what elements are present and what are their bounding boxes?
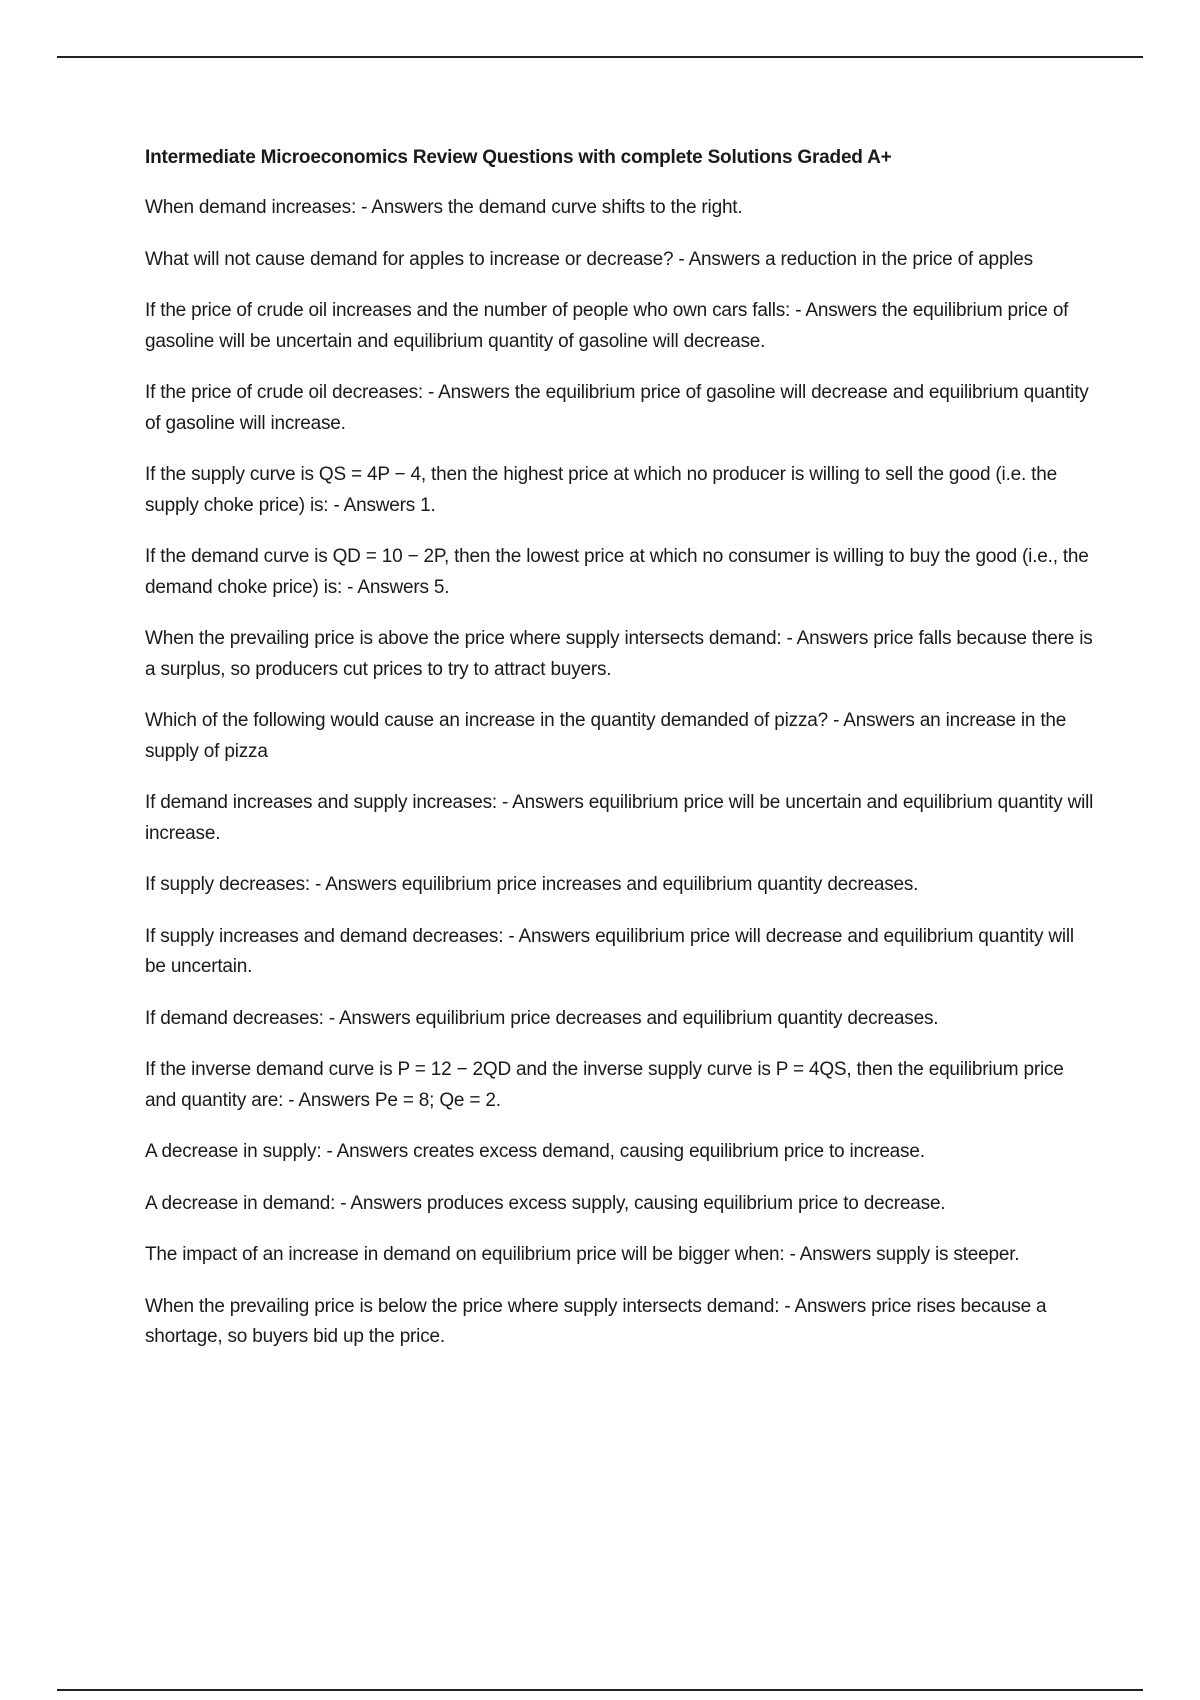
qa-item: If the demand curve is QD = 10 − 2P, then the lowest price at which no consumer is willing to buy the good (i.e., the demand choke price) is: - Answers 5. xyxy=(145,546,1089,598)
qa-item: When the prevailing price is below the price where supply intersects demand: - Answers price rises because a shortage, so buyers bid up the price. xyxy=(145,1295,1047,1347)
qa-item: When demand increases: - Answers the demand curve shifts to the right. xyxy=(145,197,743,218)
qa-item: A decrease in demand: - Answers produces excess supply, causing equilibrium price to decrease. xyxy=(145,1192,946,1214)
document-title: Intermediate Microeconomics Review Questions with complete Solutions Graded A+ xyxy=(145,147,892,168)
qa-item: If demand decreases: - Answers equilibrium price decreases and equilibrium quantity decreases. xyxy=(145,1007,939,1029)
bottom-rule xyxy=(57,1689,1143,1691)
qa-item: If supply increases and demand decreases: - Answers equilibrium price will decrease and equilibrium quantity will be uncertain. xyxy=(145,925,1074,977)
qa-item: If supply decreases: - Answers equilibrium price increases and equilibrium quantity decreases. xyxy=(145,874,919,895)
top-rule xyxy=(57,56,1143,58)
qa-item: When the prevailing price is above the price where supply intersects demand: - Answers price falls because there is a surplus, so producers cut prices to try to attract buyers. xyxy=(145,628,1093,680)
qa-item: A decrease in supply: - Answers creates excess demand, causing equilibrium price to increase. xyxy=(145,1141,925,1162)
qa-item: What will not cause demand for apples to increase or decrease? - Answers a reduction in the price of apples xyxy=(145,248,1033,270)
qa-item: If the supply curve is QS = 4P − 4, then the highest price at which no producer is willing to sell the good (i.e. the supply choke price) is: - Answers 1. xyxy=(145,464,1057,516)
qa-item: If the price of crude oil increases and the number of people who own cars falls: - Answers the equilibrium price of gasoline will be uncertain and equilibrium quantity of gasoline will decrease. xyxy=(145,300,1069,352)
qa-item: If the price of crude oil decreases: - Answers the equilibrium price of gasoline will decrease and equilibrium quantity of gasoline will increase. xyxy=(145,382,1089,434)
qa-item: If the inverse demand curve is P = 12 − 2QD and the inverse supply curve is P = 4QS, then the equilibrium price and quantity are: - Answers Pe = 8; Qe = 2. xyxy=(145,1059,1064,1111)
qa-item: If demand increases and supply increases: - Answers equilibrium price will be uncertain and equilibrium quantity will increase. xyxy=(145,792,1094,844)
document-body xyxy=(145,142,1095,1374)
qa-item: Which of the following would cause an increase in the quantity demanded of pizza? - Answers an increase in the supply of pizza xyxy=(145,710,1067,762)
qa-item: The impact of an increase in demand on equilibrium price will be bigger when: - Answers supply is steeper. xyxy=(145,1244,1020,1265)
